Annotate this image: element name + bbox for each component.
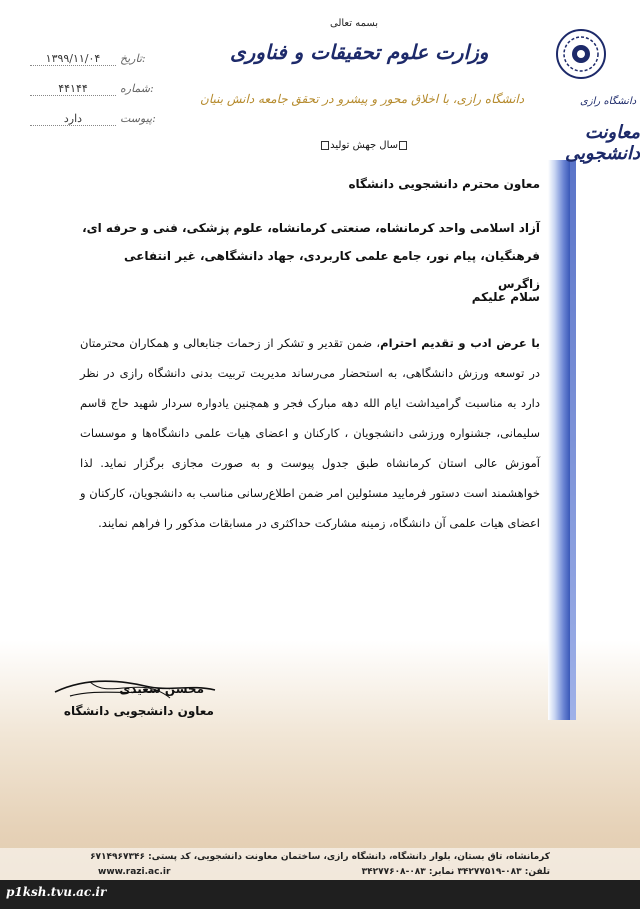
letter-body <box>80 328 540 538</box>
basmala: بسمه تعالی <box>330 18 379 29</box>
salutation: معاون محترم دانشجویی دانشگاه <box>348 177 540 191</box>
checkbox-text: سال جهش تولید <box>330 140 398 151</box>
date-label: تاریخ: <box>120 52 146 65</box>
number-field <box>30 82 154 96</box>
signer-name: محسن سعیدی <box>119 682 204 696</box>
number-value: ۴۴۱۴۴ <box>30 82 116 96</box>
checkbox-left-icon <box>399 141 407 150</box>
checkbox-right-icon <box>321 141 329 150</box>
site-tag: p1ksh.tvu.ac.ir <box>6 885 107 899</box>
opening-bold: با عرض ادب و تقدیم احترام <box>380 336 540 350</box>
university-motto: دانشگاه رازی، با اخلاق محور و پیشرو در تحقق جامعه دانش بنیان <box>200 92 525 106</box>
footer-address: کرمانشاه، تاق بستان، بلوار دانشگاه، دانشگاه رازی، ساختمان معاونت دانشجویی، کد پستی: ۶۷۱۴۹۶۷۳۴۶ <box>90 852 550 862</box>
date-value: ۱۳۹۹/۱۱/۰۴ <box>30 52 116 66</box>
deputy-title: معاونت دانشجویی <box>564 122 640 164</box>
footer-phones: تلفن: ۰۸۳-۳۴۲۷۷۵۱۹ نمابر: ۰۸۳-۳۴۲۷۷۶۰۸ <box>361 867 550 877</box>
body-text: ، ضمن تقدیر و تشکر از زحمات جنابعالی و همکاران محترمتان در توسعه ورزش دانشگاهی، به استحضار می‌رساند مدیریت تربیت بدنی دانشگاه رازی در نظر دارد به مناسبت گرامیداشت ایام الله دهه مبارک فجر و همچنین یادواره سردار شهید حاج قاسم سلیمانی، جشنواره ورزشی دانشجویان ، کارکنان و اعضای هیات علمی دانشگاه‌ها و موسسات آموزش عالی استان کرمانشاه طبق جدول پیوست و به صورت مجازی برگزار نماید. لذا خواهشمند است دستور فرمایید مسئولین امر ضمن اطلاع‌رسانی مناسب به دانشجویان، کارکنان و اعضای هیات علمی آن دانشگاه، زمینه مشارکت حداکثری در مسابقات مذکور را فراهم نمایند. <box>80 336 540 530</box>
side-stripe <box>548 160 570 720</box>
checkbox-line <box>320 140 408 151</box>
attachment-label: پیوست: <box>120 112 156 125</box>
attachment-field <box>30 112 156 126</box>
recipients: آزاد اسلامی واحد کرمانشاه، صنعتی کرمانشاه، علوم پزشکی، فنی و حرفه ای، فرهنگیان، پیام نور، جامع علمی کاربردی، جهاد دانشگاهی، غیر انتفاعی زاگرس <box>82 221 540 291</box>
ministry-title: وزارت علوم تحقیقات و فناوری <box>230 40 489 64</box>
footer-website: www.razi.ac.ir <box>98 867 171 877</box>
side-stripe-accent <box>570 160 576 720</box>
number-label: شماره: <box>120 82 154 95</box>
greeting: سلام علیکم <box>471 290 540 304</box>
university-logo-icon <box>555 28 607 80</box>
university-name: دانشگاه رازی <box>580 96 637 107</box>
date-field <box>30 52 146 66</box>
signer-title: معاون دانشجویی دانشگاه <box>63 704 214 718</box>
attachment-value: دارد <box>30 112 116 126</box>
